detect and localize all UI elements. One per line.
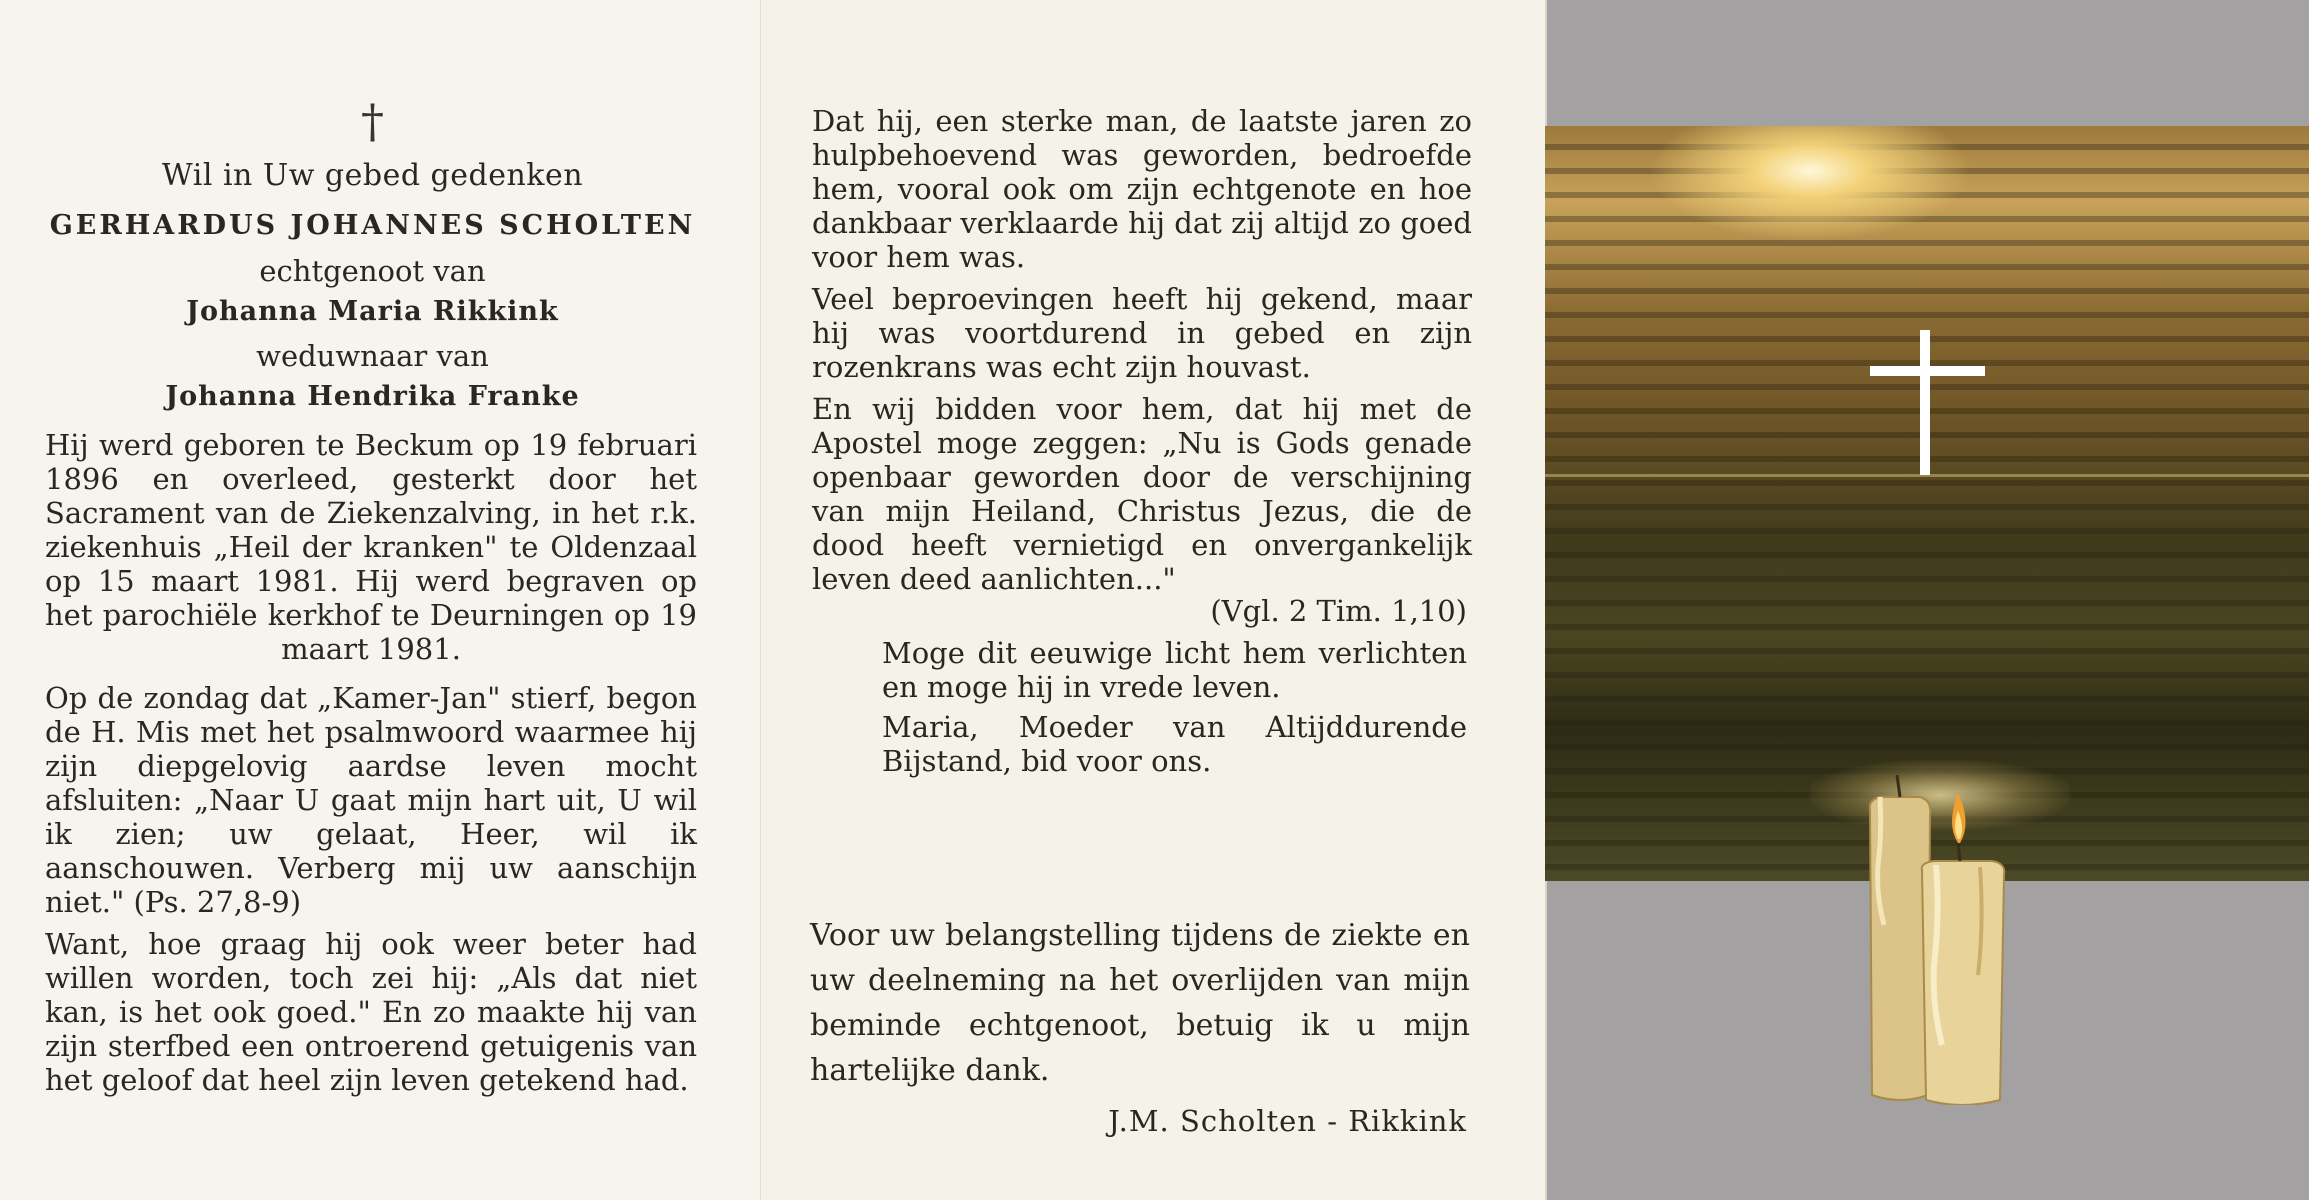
prayer-paragraph: En wij bidden voor hem, dat hij met de Apostel moge zeggen: „Nu is Gods genade openbaar geworden door de verschijning van mijn Heiland, Christus Jezus, die de dood heeft vernietigd en onvergankelijk leven deed aanlichten..." [812,392,1472,596]
white-cross-icon [1870,330,1985,475]
previous-spouse-name: Johanna Hendrika Franke [165,381,580,412]
testimony-paragraph: Want, hoe graag hij ook weer beter had willen worden, toch zei hij: „Als dat niet kan, is het ook goed." En zo maakte hij van zijn sterfbed een ontroerend getuigenis van het geloof dat heel zijn leven getekend had. [45,927,697,1097]
spouse-name: Johanna Maria Rikkink [186,296,559,327]
bible-reference: (Vgl. 2 Tim. 1,10) [1210,594,1467,628]
deceased-name: GERHARDUS JOHANNES SCHOLTEN [49,210,696,241]
hardship-paragraph: Dat hij, een sterke man, de laatste jaren zo hulpbehoevend was geworden, bedroefde hem, vooral ook om zijn echtgenote en hoe dankbaar verklaarde hij dat zij altijd zo goed voor hem was. [812,104,1472,274]
thanks-paragraph: Voor uw belangstelling tijdens de ziekte en uw deelneming na het overlijden van mijn beminde echtgenoot, betuig ik u mijn hartelijke dank. [810,918,1470,1088]
eternal-light-prayer: Moge dit eeuwige licht hem verlichten en moge hij in vrede leven. [882,636,1467,704]
signature: J.M. Scholten - Rikkink [1108,1104,1467,1138]
biography-paragraph: Hij werd geboren te Beckum op 19 februari 1896 en overleed, gesterkt door het Sacrament van de Ziekenzalving, in het r.k. ziekenhuis „Heil der kranken" te Oldenzaal op 15 maart 1981. Hij werd begraven op het parochiële kerkhof te Deurningen op 19 maart 1981. [45,428,697,666]
mary-prayer: Maria, Moeder van Altijddurende Bijstand, bid voor ons. [882,710,1467,778]
intro-line: Wil in Uw gebed gedenken [161,158,584,193]
relation-line-1: echtgenoot van [259,254,486,288]
relation-line-2: weduwnaar van [256,339,489,373]
cross-symbol: † [361,94,384,148]
candles-icon [1850,775,2010,1105]
psalm-paragraph: Op de zondag dat „Kamer-Jan" stierf, begon de H. Mis met het psalmwoord waarmee hij zijn diepgelovig aardse leven mocht afsluiten: „Naar U gaat mijn hart uit, U wil ik zien; uw gelaat, Heer, wil ik aanschouwen. Verberg mij uw aanschijn niet." (Ps. 27,8-9) [45,681,697,919]
faith-paragraph: Veel beproevingen heeft hij gekend, maar hij was voortdurend in gebed en zijn rozenkrans was echt zijn houvast. [812,282,1472,384]
